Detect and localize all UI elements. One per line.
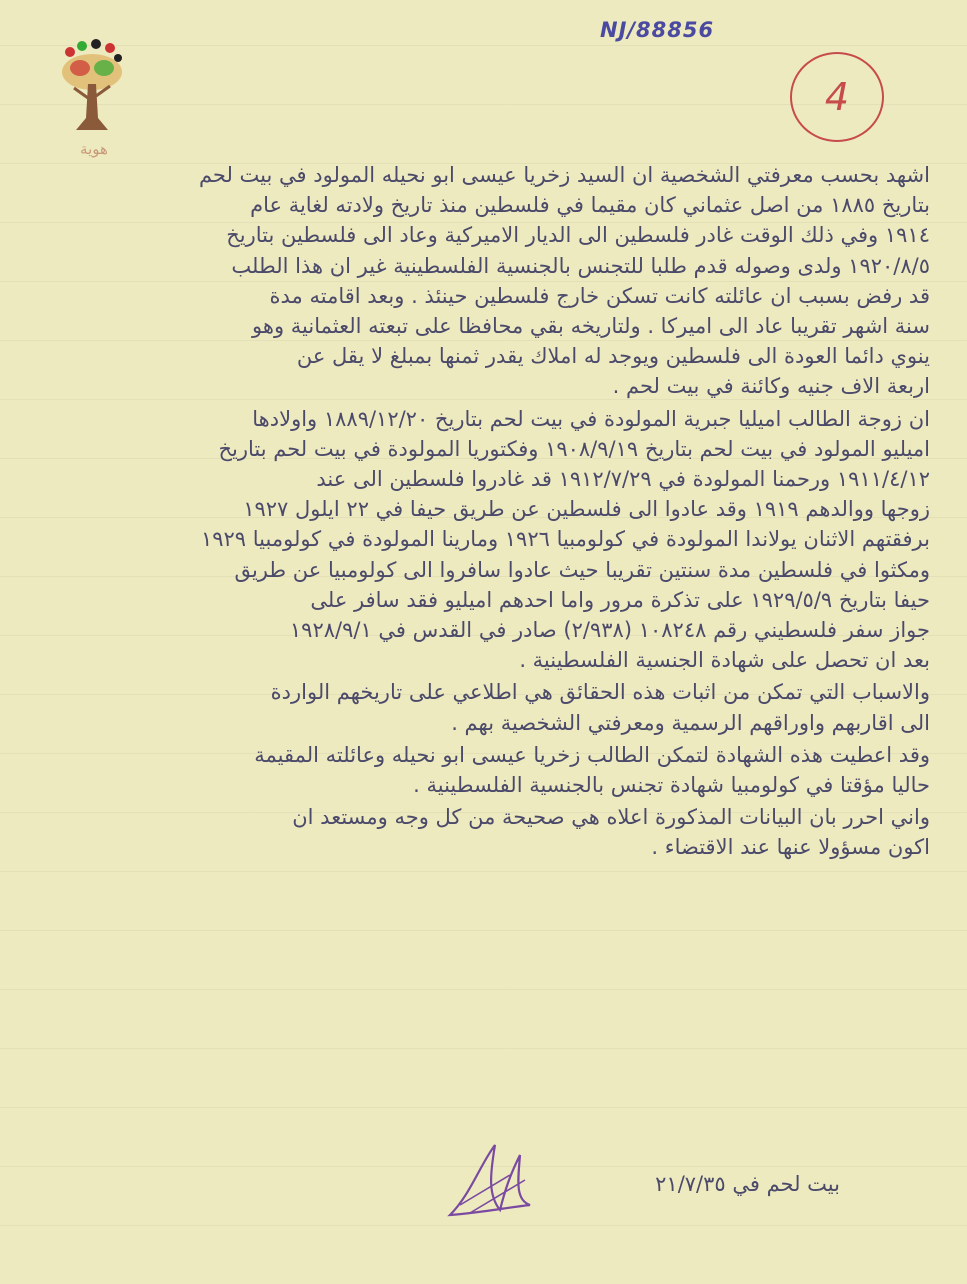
letter-body (30, 160, 930, 863)
text-line: والاسباب التي تمكن من اثبات هذه الحقائق هي اطلاعي على تاريخهم الواردة (270, 680, 930, 705)
text-line: بعد ان تحصل على شهادة الجنسية الفلسطينية . (519, 648, 930, 673)
text-line: ومكثوا في فلسطين مدة سنتين تقريبا حيث عادوا سافروا الى كولومبيا عن طريق (234, 557, 930, 582)
text-line: حيفا بتاريخ ١٩٢٩/٥/٩ على تذكرة مرور واما احدهم اميليو فقد سافر على (310, 587, 930, 612)
text-line: جواز سفر فلسطيني رقم ١٠٨٢٤٨ (٢/٩٣٨) صادر في القدس في ١٩٢٨/٩/١ (289, 618, 930, 643)
text-line: ١٩١١/٤/١٢ ورحمنا المولودة في ١٩١٢/٧/٢٩ قد غادروا فلسطين الى عند (316, 467, 930, 492)
page-number: 4 (824, 75, 850, 119)
text-line: اميليو المولود في بيت لحم بتاريخ ١٩٠٨/٩/١٩ وفكتوريا المولودة في بيت لحم بتاريخ (218, 436, 930, 461)
text-line: اربعة الاف جنيه وكائنة في بيت لحم . (612, 374, 930, 399)
text-line: زوجها ووالدهم ١٩١٩ وقد عادوا الى فلسطين عن طريق حيفا في ٢٢ ايلول ١٩٢٧ (243, 497, 930, 522)
text-line: حاليا مؤقتا في كولومبيا شهادة تجنس بالجنسية الفلسطينية . (413, 773, 930, 798)
text-line: برفقتهم الاثنان يولاندا المولودة في كولومبيا ١٩٢٦ ومارينا المولودة في كولومبيا ١٩٢٩ (200, 527, 930, 552)
text-line: بتاريخ ١٨٨٥ من اصل عثماني كان مقيما في فلسطين منذ تاريخ ولادته لغاية عام (250, 193, 930, 218)
reference-number: NJ/88856 (600, 18, 715, 42)
text-line: اشهد بحسب معرفتي الشخصية ان السيد زخريا عيسى ابو نحيله المولود في بيت لحم (198, 163, 930, 187)
text-line: ان زوجة الطالب اميليا جبرية المولودة في بيت لحم بتاريخ ١٨٨٩/١٢/٢٠ واولادها (252, 406, 930, 431)
page-number-circle (790, 52, 884, 142)
text-line: الى اقاربهم واوراقهم الرسمية ومعرفتي الشخصية بهم . (451, 710, 930, 735)
text-line: ينوي دائما العودة الى فلسطين ويوجد له املاك يقدر ثمنها بمبلغ لا يقل عن (296, 344, 930, 369)
place-and-date: بيت لحم في ٢١/٧/٣٥ (655, 1172, 840, 1196)
text-line: ١٩٢٠/٨/٥ ولدى وصوله قدم طلبا للتجنس بالجنسية الفلسطينية غير ان هذا الطلب (231, 253, 930, 278)
text-line: واني احرر بان البيانات المذكورة اعلاه هي صحيحة من كل وجه ومستعد ان (292, 805, 930, 830)
text-line: وقد اعطيت هذه الشهادة لتمكن الطالب زخريا عيسى ابو نحيله وعائلته المقيمة (254, 742, 930, 767)
text-line: سنة اشهر تقريبا عاد الى اميركا . ولتاريخه بقي محافظا على تبعته العثمانية وهو (252, 314, 930, 339)
text-line: قد رفض بسبب ان عائلته كانت تسكن خارج فلسطين حينئذ . وبعد اقامته مدة (269, 283, 930, 308)
text-line: ١٩١٤ وفي ذلك الوقت غادر فلسطين الى الديار الاميركية وعاد الى فلسطين بتاريخ (226, 223, 930, 248)
logo-caption: هوية (80, 140, 108, 158)
text-line: اكون مسؤولا عنها عند الاقتضاء . (651, 835, 930, 860)
